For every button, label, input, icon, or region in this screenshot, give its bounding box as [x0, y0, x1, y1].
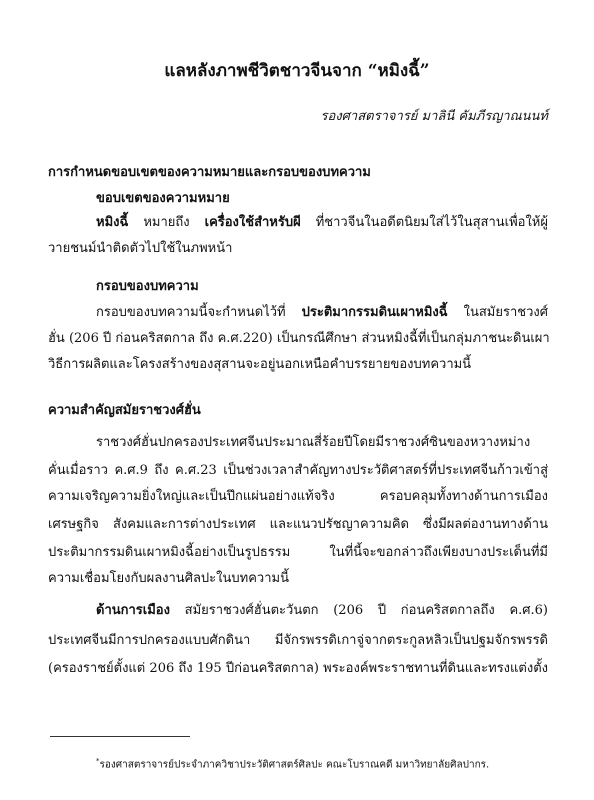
text-fragment: สมัยราชวงศ์ฮั่นตะวันตก (206 ปี ก่อนคริสตกาลถึง ค.ศ.6): [169, 603, 548, 618]
subheading-framework: กรอบของบทความ: [96, 279, 199, 294]
footnote: [96, 752, 489, 774]
text-fragment: ที่ชาวจีนในอดีตนิยมใส่ไว้ในสุสานเพื่อให้ผู้: [300, 215, 548, 230]
document-title: แลหลังภาพชีวิตชาวจีนจาก “หมิงฉี้”: [164, 61, 430, 81]
han-line-5: ประติมากรรมดินเผาหมิงฉี้อย่างเป็นรูปธรรม ในที่นี้จะขอกล่าวถึงเพียงบางประเด็นที่มี: [48, 545, 548, 560]
paragraph-meaning-line2: วายชนม์นำติดตัวไปใช้ในภพหน้า: [48, 241, 233, 256]
han-line-3: ความเจริญความยิ่งใหญ่และเป็นปึกแผ่นอย่างแท้จริง ครอบคลุมทั้งทางด้านการเมือง: [48, 489, 548, 504]
politics-line-2: ประเทศจีนมีการปกครองแบบศักดินา มีจักรพรรดิเกาจู่จากตระกูลหลิวเป็นปฐมจักรพรรดิ: [48, 633, 548, 648]
han-line-6: ความเชื่อมโยงกับผลงานศิลปะในบทความนี้: [48, 571, 289, 586]
han-line-4: เศรษฐกิจ สังคมและการต่างประเทศ และแนวปรัชญาความคิด ซึ่งมีผลต่องานทางด้าน: [48, 517, 548, 532]
subheading-meaning: ขอบเขตของความหมาย: [96, 191, 230, 206]
term-mingqi: หมิงฉี้: [96, 215, 129, 230]
author-line: รองศาสตราจารย์ มาลินี คัมภีรญาณนนท์: [320, 109, 548, 124]
paragraph-framework-line1: [96, 304, 548, 322]
paragraph-framework-line3: วิธีการผลิตและโครงสร้างของสุสานจะอยู่นอกเหนือคำบรรยายของบทความนี้: [48, 357, 472, 372]
section-heading-han: ความสำคัญสมัยราชวงศ์ฮั่น: [48, 403, 201, 418]
term-ceramic-sculpture: ประติมากรรมดินเผาหมิงฉี้: [301, 305, 448, 320]
term-spirit-goods: เครื่องใช้สำหรับผี: [204, 215, 301, 230]
section-heading-scope: การกำหนดขอบเขตของความหมายและกรอบของบทความ: [48, 165, 371, 180]
footnote-text: รองศาสตราจารย์ประจำภาควิชาประวัติศาสตร์ศิลปะ คณะโบราณคดี มหาวิทยาลัยศิลปากร.: [99, 759, 490, 771]
han-line-1: ราชวงศ์ฮั่นปกครองประเทศจีนประมาณสี่ร้อยปีโดยมีราชวงศ์ซินของหวางหม่าง: [96, 435, 531, 450]
text-fragment: ในสมัยราชวงศ์: [447, 305, 548, 320]
politics-line-3: (ครองราชย์ตั้งแต่ 206 ถึง 195 ปีก่อนคริสตกาล) พระองค์พระราชทานที่ดินและทรงแต่งตั้ง: [48, 661, 548, 676]
paragraph-framework-line2: ฮั่น (206 ปี ก่อนคริสตกาล ถึง ค.ศ.220) เป็นกรณีศึกษา ส่วนหมิงฉี้ที่เป็นกลุ่มภาชนะดินเผา: [48, 331, 550, 346]
text-fragment: กรอบของบทความนี้จะกำหนดไว้ที่: [96, 305, 302, 320]
footnote-divider: [50, 736, 190, 737]
paragraph-meaning-line1: [96, 214, 548, 232]
footnote-mark: *: [96, 757, 100, 765]
politics-label: ด้านการเมือง: [96, 603, 170, 618]
politics-line-1: [96, 602, 548, 620]
text-fragment: หมายถึง: [128, 215, 205, 230]
han-line-2: คั่นเมื่อราว ค.ศ.9 ถึง ค.ศ.23 เป็นช่วงเวลาสำคัญทางประวัติศาสตร์ที่ประเทศจีนก้าวเข้าสู่: [48, 463, 548, 478]
